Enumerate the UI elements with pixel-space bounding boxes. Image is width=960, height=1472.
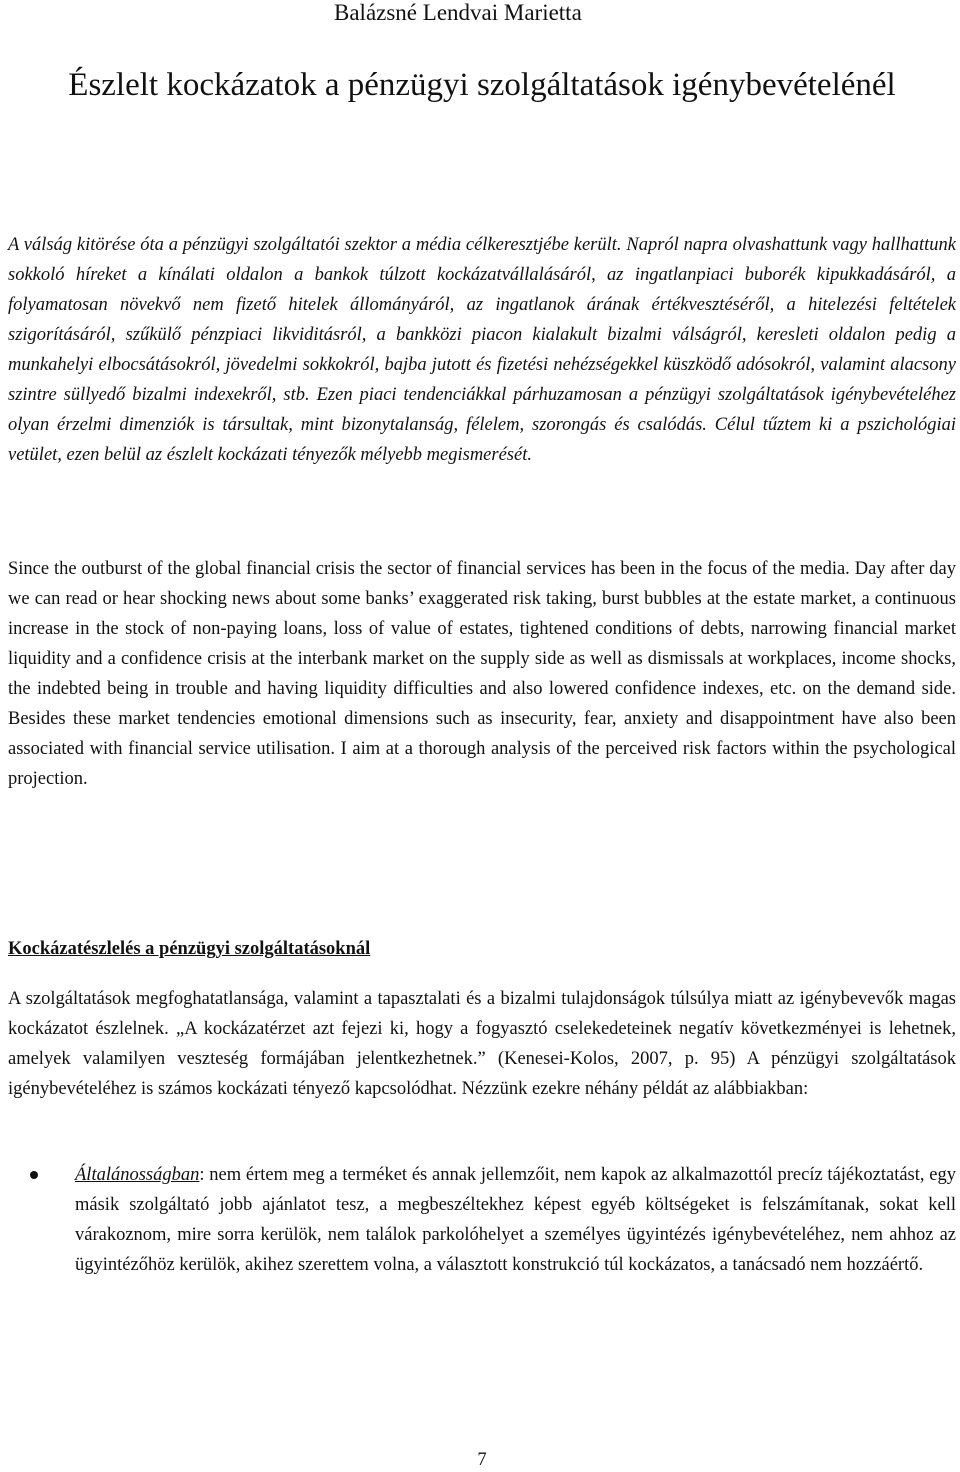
document-page: [8, 0, 956, 1472]
abstract-hungarian: A válság kitörése óta a pénzügyi szolgáltatói szektor a média célkeresztjébe került. Napról napra olvashattunk vagy hallhattunk sokkoló híreket a kínálati oldalon a bankok túlzott kockázatvállalásáról, az ingatlanpiaci buborék kipukkadásáról, a folyamatosan növekvő nem fizető hitelek állományáról, az ingatlanok árának értékvesztéséről, a hitelezési feltételek szigorításáról, szűkülő pénzpiaci likviditásról, a bankközi piacon kialakult bizalmi válságról, keresleti oldalon pedig a munkahelyi elbocsátásokról, jövedelmi sokkokról, bajba jutott és fizetési nehézségekkel küszködő adósokról, valamint alacsony szintre süllyedő bizalmi indexekről, stb. Ezen piaci tendenciákkal párhuzamosan a pénzügyi szolgáltatások igénybevételéhez olyan érzelmi dimenziók is társultak, mint bizonytalanság, félelem, szorongás és csalódás. Célul tűztem ki a pszichológiai vetület, ezen belül az észlelt kockázati tényezők mélyebb megismerését.: [8, 235, 956, 465]
page-number: 7: [477, 1450, 487, 1470]
section-heading: Kockázatészlelés a pénzügyi szolgáltatásoknál: [8, 939, 371, 959]
article-title: Észlelt kockázatok a pénzügyi szolgáltatások igénybevételénél: [68, 67, 896, 103]
bullet-list: [8, 1160, 956, 1280]
author-name: Balázsné Lendvai Marietta: [334, 0, 582, 25]
bullet-term: Általánosságban: [75, 1165, 200, 1185]
abstract-english: Since the outburst of the global financial crisis the sector of financial services has been in the focus of the media. Day after day we can read or hear shocking news about some banks’ exaggerated risk taking, burst bubbles at the estate market, a continuous increase in the stock of non-paying loans, loss of value of estates, tightened conditions of debts, narrowing financial market liquidity and a confidence crisis at the interbank market on the supply side as well as dismissals at workplaces, income shocks, the indebted being in trouble and having liquidity difficulties and also lowered confidence indexes, etc. on the demand side. Besides these market tendencies emotional dimensions such as insecurity, fear, anxiety and disappointment have also been associated with financial service utilisation. I aim at a thorough analysis of the perceived risk factors within the psychological projection.: [8, 559, 956, 789]
bullet-item: [8, 1160, 956, 1280]
bullet-text: : nem értem meg a terméket és annak jellemzőit, nem kapok az alkalmazottól precíz tájékoztatást, egy másik szolgáltató jobb ajánlatot tesz, a megbeszéltekhez képest egyéb költségeket is felszámítanak, sokat kell várakoznom, mire sorra kerülök, nem találok parkolóhelyet a személyes ügyintézés igénybevételéhez, nem ahhoz az ügyintézőhöz kerülök, akihez szerettem volna, a választott konstrukció túl kockázatos, a tanácsadó nem hozzáértő.: [75, 1165, 956, 1275]
section-body-paragraph: A szolgáltatások megfoghatatlansága, valamint a tapasztalati és a bizalmi tulajdonságok túlsúlya miatt az igénybevevők magas kockázatot észlelnek. „A kockázatérzet azt fejezi ki, hogy a fogyasztó cselekedeteinek negatív következményei is lehetnek, amelyek valamilyen veszteség formájában jelentkezhetnek.” (Kenesei-Kolos, 2007, p. 95) A pénzügyi szolgáltatások igénybevételéhez is számos kockázati tényező kapcsolódhat. Nézzünk ezekre néhány példát az alábbiakban:: [8, 989, 956, 1099]
bullet-dot-icon: [30, 1171, 38, 1179]
